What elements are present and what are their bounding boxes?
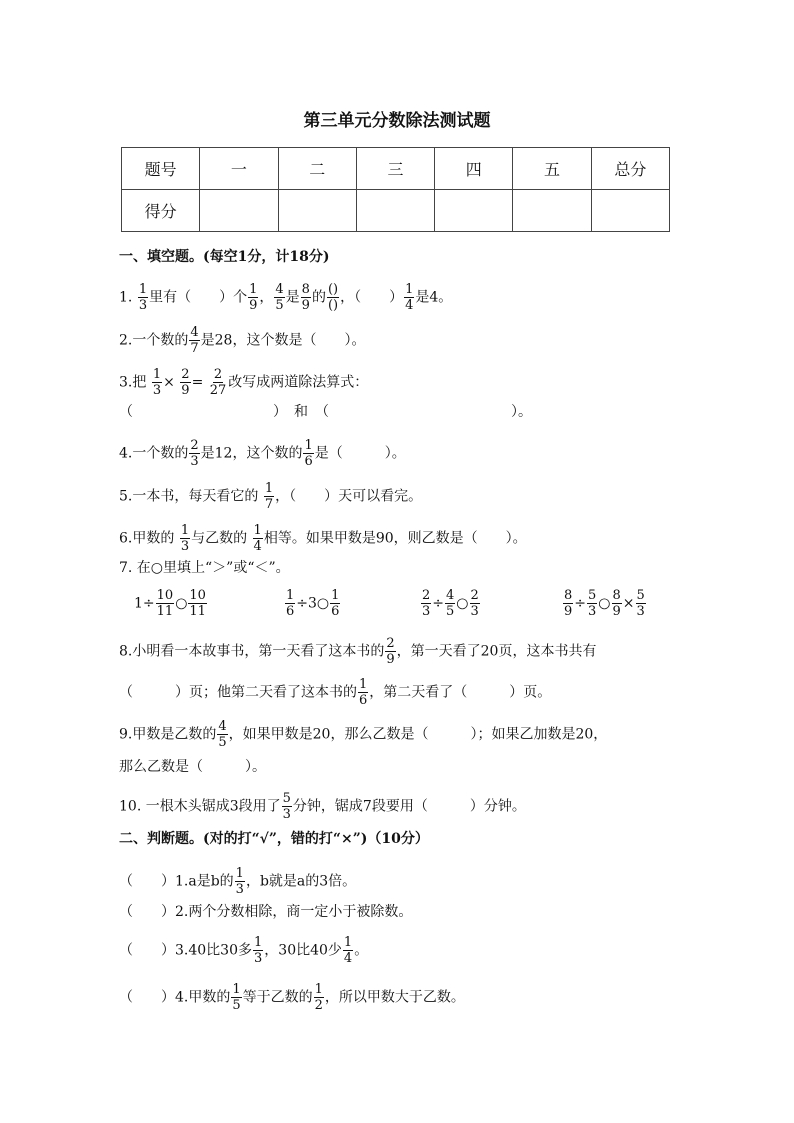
- question-5: [119, 481, 422, 512]
- operator: ×: [622, 595, 635, 612]
- score-table: [121, 147, 670, 232]
- text: 6.甲数的: [119, 530, 175, 547]
- table-row: [122, 148, 670, 190]
- fraction: $\frac{10}{11}$: [156, 588, 174, 619]
- fraction: $\frac{2}{9}$: [386, 636, 395, 667]
- text: 2.一个数的: [119, 332, 189, 349]
- table-header-cell: 二: [278, 148, 356, 190]
- fraction: $\frac{5}{3}$: [588, 588, 597, 619]
- fraction: $\frac{10}{11}$: [189, 588, 206, 619]
- text: ，: [259, 289, 274, 306]
- text: 改写成两道除法算式：: [228, 374, 369, 391]
- text: 8.小明看一本故事书，第一天看了这本书的: [119, 643, 385, 660]
- fraction: $\frac{4}{5}$: [446, 588, 455, 619]
- table-row: [122, 190, 670, 232]
- fraction: $\frac{8}{9}$: [564, 588, 573, 619]
- fraction: $\frac{1}{3}$: [180, 523, 190, 554]
- text: 4.一个数的: [119, 445, 189, 462]
- score-cell[interactable]: [435, 190, 513, 232]
- fraction: $\frac{2}{9}$: [181, 367, 190, 398]
- text: 是（ ）。: [314, 445, 406, 462]
- fraction: $\frac{2}{3}$: [470, 588, 479, 619]
- judge-2: （ ）2.两个分数相除，商一定小于被除数。: [119, 904, 413, 920]
- fraction: $\frac{1}{3}$: [138, 282, 148, 313]
- text: ，30比40少: [264, 942, 342, 959]
- text: 相等。如果甲数是90，则乙数是（ ）。: [263, 530, 527, 547]
- operator: ×: [163, 374, 175, 391]
- text: 是: [285, 289, 300, 306]
- text: （ ）3.40比30多: [119, 942, 252, 959]
- score-cell[interactable]: [591, 190, 669, 232]
- judge-1: [119, 866, 356, 897]
- fraction: $\frac{8}{9}$: [301, 282, 310, 313]
- text: 9.甲数是乙数的: [119, 726, 217, 743]
- comparison-2: [284, 588, 341, 619]
- text: ，如果甲数是20，那么乙数是（ ）；如果乙加数是20，: [228, 726, 608, 743]
- text: （ ）1.a是b的: [119, 873, 234, 890]
- table-header-cell: 三: [356, 148, 434, 190]
- text: 与乙数的: [191, 530, 248, 547]
- section-heading: 二、判断题。(对的打“√”，错的打“×”)（10分）: [119, 831, 429, 847]
- compare-circle[interactable]: ○: [456, 595, 469, 612]
- question-2: [119, 325, 365, 356]
- fraction: $\frac{8}{9}$: [612, 588, 621, 619]
- text: 3.把: [119, 374, 147, 391]
- text: 是4。: [415, 289, 453, 306]
- text: ，第二天看了（ ）页。: [369, 684, 552, 701]
- question-6: [119, 523, 527, 554]
- fraction: $\frac{1}{3}$: [235, 866, 244, 897]
- fraction: $\frac{1}{3}$: [152, 367, 162, 398]
- text: 10. 一根木头锯成3段用了: [119, 798, 281, 815]
- text: 里有（ ）个: [149, 289, 248, 306]
- fraction: $\frac{1}{7}$: [264, 481, 274, 512]
- text[interactable]: ÷3○: [296, 595, 330, 612]
- fraction: $\frac{1}{4}$: [405, 282, 414, 313]
- score-cell[interactable]: [356, 190, 434, 232]
- text: ，b就是a的3倍。: [245, 873, 357, 890]
- fraction: $\frac{1}{6}$: [359, 677, 368, 708]
- fraction: $\frac{1}{5}$: [232, 982, 241, 1013]
- section-heading: 一、填空题。(每空1分，计18分): [119, 249, 330, 265]
- fraction: $\frac{1}{4}$: [253, 523, 262, 554]
- fraction: $\frac{4}{7}$: [190, 325, 199, 356]
- question-10: [119, 791, 526, 822]
- text: 1.: [119, 289, 133, 306]
- operator: =: [191, 374, 204, 391]
- operator: ÷: [432, 595, 445, 612]
- text: ，（ ）天可以看完。: [275, 488, 423, 505]
- text: 5.一本书，每天看它的: [119, 488, 259, 505]
- compare-circle[interactable]: ○: [175, 595, 188, 612]
- text: （ ）4.甲数的: [119, 989, 231, 1006]
- text: 是12，这个数的: [200, 445, 303, 462]
- fraction: $\frac{1}{2}$: [314, 982, 323, 1013]
- score-cell[interactable]: [513, 190, 591, 232]
- fraction: $\frac{1}{4}$: [343, 935, 353, 966]
- fraction: $\frac{2}{3}$: [422, 588, 431, 619]
- fraction: $\frac{5}{3}$: [282, 791, 291, 822]
- text: （ ）页；他第二天看了这本书的: [119, 684, 357, 701]
- question-9: [119, 719, 607, 750]
- table-header-cell: 总分: [591, 148, 669, 190]
- comparison-1: [134, 588, 208, 619]
- question-3-answer-line[interactable]: （ ） 和 （ ）。: [119, 404, 532, 420]
- comparison-4: [562, 588, 647, 619]
- fraction: $\frac{2}{27}$: [209, 367, 227, 398]
- text: ，（ ）: [340, 289, 404, 306]
- comparison-3: [420, 588, 481, 619]
- fraction: $\frac{1}{3}$: [254, 935, 263, 966]
- fraction: $\frac{4}{5}$: [275, 282, 284, 313]
- text: 的: [311, 289, 326, 306]
- fraction: $\frac{1}{9}$: [249, 282, 258, 313]
- text: ，所以甲数大于乙数。: [324, 989, 465, 1006]
- text: 。: [354, 942, 369, 959]
- question-3: [119, 367, 368, 398]
- question-8: [119, 636, 596, 667]
- text: 分钟，锯成7段要用（ ）分钟。: [292, 798, 526, 815]
- question-4: [119, 438, 406, 469]
- fraction: $\frac{2}{3}$: [190, 438, 199, 469]
- operator: ÷: [574, 595, 587, 612]
- question-1: [119, 282, 452, 313]
- fraction: $\frac{1}{6}$: [331, 588, 340, 619]
- fraction: $\frac{5}{3}$: [636, 588, 645, 619]
- judge-4: [119, 982, 465, 1013]
- question-8-line2: [119, 677, 551, 708]
- text: 1÷: [134, 595, 155, 612]
- table-header-cell: 五: [513, 148, 591, 190]
- question-7: 7. 在○里填上“＞”或“＜”。: [119, 560, 290, 576]
- score-cell[interactable]: [200, 190, 278, 232]
- table-header-cell: 题号: [122, 148, 200, 190]
- table-header-cell: 一: [200, 148, 278, 190]
- table-header-cell: 四: [435, 148, 513, 190]
- text: 是28，这个数是（ ）。: [200, 332, 366, 349]
- compare-circle[interactable]: ○: [598, 595, 611, 612]
- fraction-blank[interactable]: $\frac{()}{()}$: [327, 282, 339, 313]
- judge-3: [119, 935, 368, 966]
- fraction: $\frac{1}{6}$: [286, 588, 295, 619]
- text: ，第一天看了20页，这本书共有: [396, 643, 597, 660]
- fraction: $\frac{4}{5}$: [218, 719, 227, 750]
- page-title: 第三单元分数除法测试题: [303, 111, 491, 131]
- fraction: $\frac{1}{6}$: [304, 438, 313, 469]
- score-cell[interactable]: [278, 190, 356, 232]
- text: 等于乙数的: [242, 989, 313, 1006]
- table-row-label: 得分: [122, 190, 200, 232]
- question-9-line2: 那么乙数是（ ）。: [119, 759, 266, 775]
